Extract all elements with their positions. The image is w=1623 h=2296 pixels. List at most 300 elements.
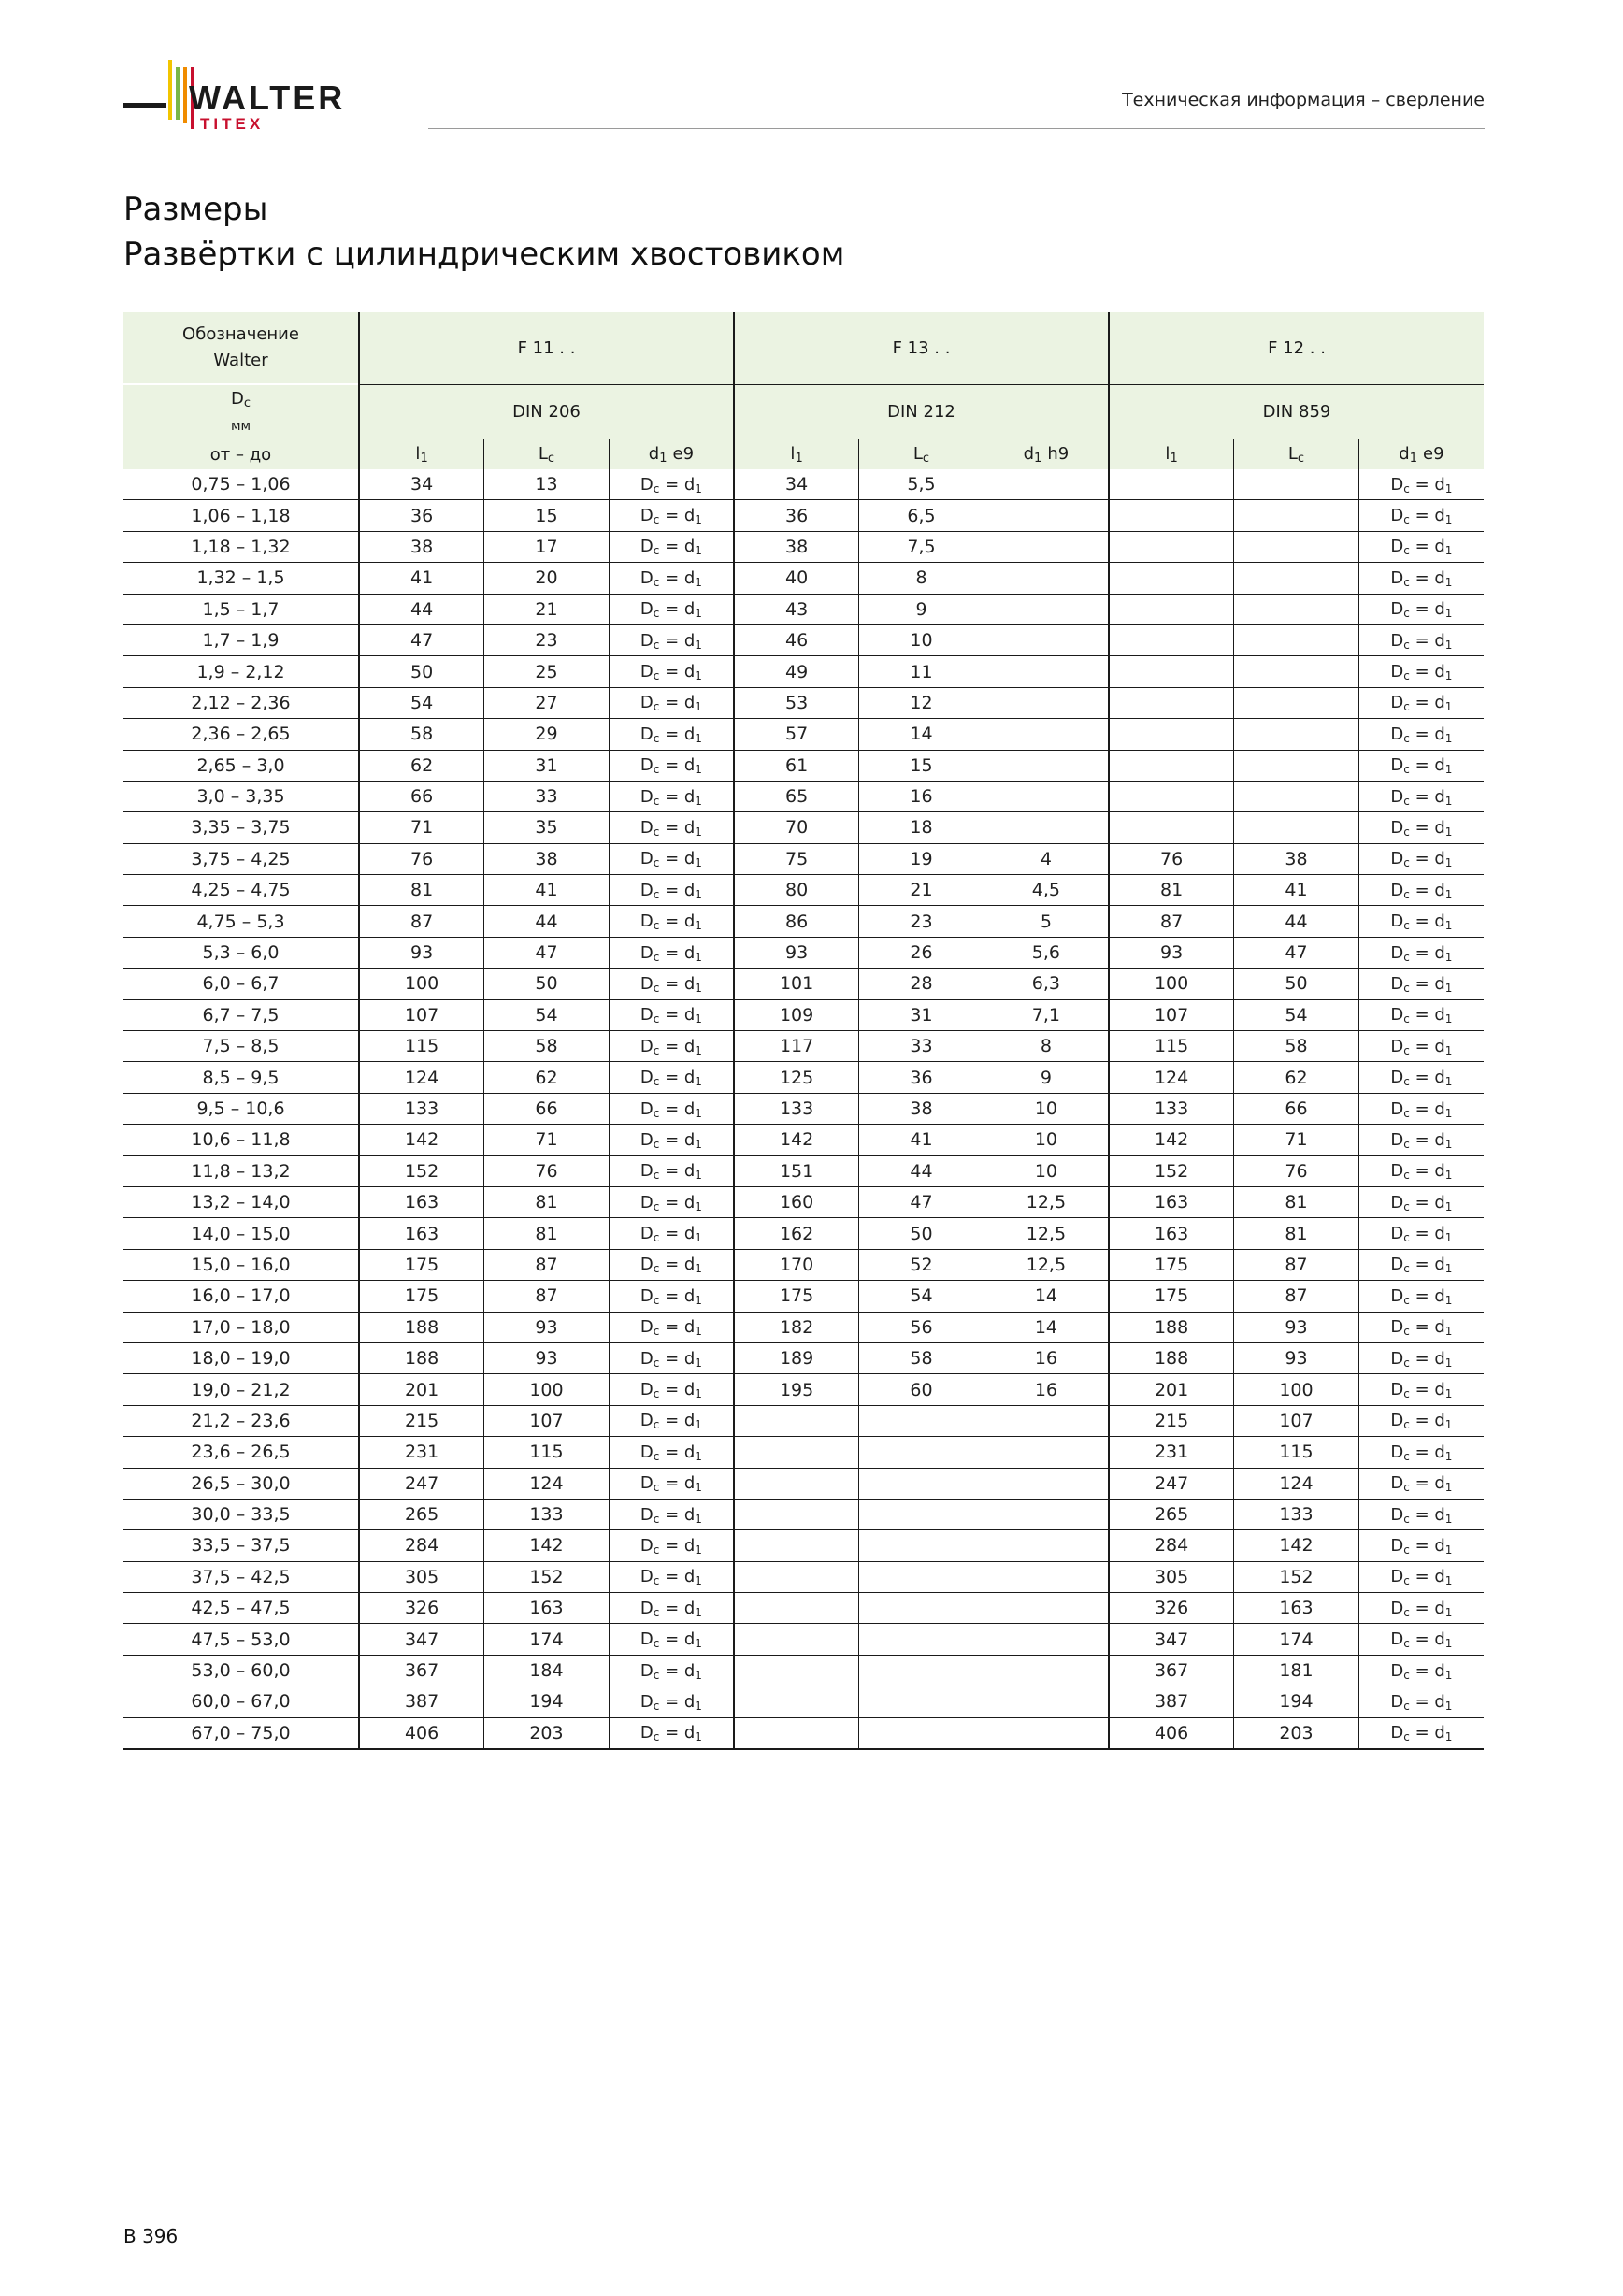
cell-value: 188 [1109,1312,1234,1342]
table-row [123,812,1484,843]
deq-part: 1 [1444,856,1453,870]
cell-tolerance-equal [609,687,734,718]
cell-diameter-range: 30,0 – 33,5 [123,1499,359,1529]
cell-value: 26 [859,937,984,968]
subheader-main: l [415,443,421,464]
subheader-1 [359,439,484,469]
deq-part: = d [659,911,696,932]
cell-diameter-range: 6,0 – 6,7 [123,969,359,999]
cell-diameter-range: 17,0 – 18,0 [123,1312,359,1342]
cell-tolerance-equal [609,500,734,531]
cell-value: 87 [484,1281,610,1312]
deq-part: 1 [1444,1012,1453,1026]
cell-tolerance-equal [1358,1655,1484,1686]
cell-value [984,1499,1109,1529]
deq-part: = d [659,1317,696,1338]
deq-part: = d [1409,880,1445,900]
cell-tolerance-equal [609,1281,734,1312]
cell-value: 247 [359,1468,484,1499]
deq-part: c [1403,1512,1410,1526]
cell-value: 87 [1234,1249,1359,1280]
deq-part: 1 [695,1012,702,1026]
deq-part: c [1403,1199,1410,1213]
cell-value: 62 [1234,1062,1359,1093]
deq-part: 1 [1444,887,1453,901]
cell-value: 107 [359,999,484,1030]
deq-part: D [1390,1380,1404,1400]
cell-value: 66 [359,781,484,811]
deq-part: = d [1409,1723,1445,1744]
cell-value: 70 [734,812,859,843]
cell-value: 28 [859,969,984,999]
cell-value [1109,624,1234,655]
cell-value: 133 [359,1093,484,1124]
cell-value [984,531,1109,562]
cell-tolerance-equal [1358,1530,1484,1561]
page-title-line1: Размеры [123,191,268,228]
cell-value: 50 [359,656,484,687]
cell-value: 4 [984,843,1109,874]
deq-part: D [1390,1285,1404,1306]
header-designation [123,312,359,384]
deq-part: D [1390,630,1404,651]
deq-part: D [1390,567,1404,588]
cell-value: 14 [859,719,984,750]
cell-diameter-range: 67,0 – 75,0 [123,1717,359,1749]
deq-part: = d [659,1036,696,1056]
deq-part: 1 [695,887,702,901]
cell-value: 53 [734,687,859,718]
page-title [123,187,844,277]
deq-part: c [1403,1106,1410,1120]
deq-part: 1 [695,1293,702,1307]
cell-value: 81 [359,875,484,906]
deq-part: 1 [1444,669,1453,683]
cell-value: 47 [859,1186,984,1217]
deq-part: 1 [695,1356,702,1370]
cell-tolerance-equal [1358,469,1484,500]
deq-part: D [639,1192,654,1213]
cell-value: 27 [484,687,610,718]
deq-part: = d [1409,599,1445,620]
deq-part: D [639,1598,654,1618]
cell-diameter-range: 1,06 – 1,18 [123,500,359,531]
deq-part: = d [1409,537,1445,557]
deq-part: c [653,731,660,745]
cell-value [734,1686,859,1717]
deq-part: c [1403,513,1410,527]
cell-tolerance-equal [1358,999,1484,1030]
cell-value: 14 [984,1312,1109,1342]
subheader-sub: c [922,451,930,466]
deq-part: D [1390,1660,1404,1681]
deq-part: D [639,474,654,495]
deq-part: D [1390,1442,1404,1462]
cell-tolerance-equal [1358,594,1484,624]
deq-part: c [653,794,660,808]
deq-part: = d [1409,755,1445,776]
cell-value: 33 [484,781,610,811]
cell-tolerance-equal [609,1593,734,1624]
deq-part: = d [659,1192,696,1213]
table-row [123,969,1484,999]
deq-part: 1 [695,1637,702,1651]
cell-value [1234,781,1359,811]
cell-value: 81 [484,1218,610,1249]
cell-value: 21 [859,875,984,906]
cell-diameter-range: 14,0 – 15,0 [123,1218,359,1249]
cell-value: 81 [1234,1218,1359,1249]
deq-part: D [639,1224,654,1244]
deq-part: 1 [695,950,702,964]
deq-part: D [639,1005,654,1026]
deq-part: D [639,1036,654,1056]
deq-part: = d [1409,1473,1445,1494]
cell-tolerance-equal [1358,1312,1484,1342]
deq-part: 1 [695,544,702,558]
deq-part: 1 [695,981,702,995]
dimensions-table [123,312,1484,1750]
deq-part: c [1403,481,1410,495]
cell-value: 46 [734,624,859,655]
deq-part: 1 [695,825,702,839]
subheader-main: d [1399,443,1410,464]
deq-part: D [1390,1098,1404,1119]
cell-tolerance-equal [609,1342,734,1373]
deq-part: 1 [695,1481,702,1495]
cell-tolerance-equal [1358,1125,1484,1155]
cell-value: 38 [859,1093,984,1124]
deq-part: 1 [1444,1418,1453,1432]
cell-value: 5 [984,906,1109,937]
cell-tolerance-equal [1358,624,1484,655]
deq-part: c [653,1293,660,1307]
cell-value: 124 [359,1062,484,1093]
deq-part: = d [659,849,696,869]
deq-part: D [1390,474,1404,495]
cell-value: 163 [1109,1186,1234,1217]
deq-part: c [1403,825,1410,839]
deq-part: D [639,537,654,557]
cell-value [734,1437,859,1468]
deq-part: = d [659,1504,696,1525]
cell-value: 35 [484,812,610,843]
cell-value: 175 [1109,1281,1234,1312]
cell-tolerance-equal [609,875,734,906]
cell-value: 100 [484,1374,610,1405]
deq-part: c [653,1449,660,1463]
cell-diameter-range: 23,6 – 26,5 [123,1437,359,1468]
deq-part: c [653,1231,660,1245]
deq-part: c [653,1387,660,1401]
deq-part: c [653,1043,660,1057]
cell-tolerance-equal [1358,1624,1484,1655]
deq-part: 1 [695,669,702,683]
deq-part: D [1390,506,1404,526]
deq-part: 1 [1444,638,1453,652]
cell-value: 87 [1234,1281,1359,1312]
unit-label: мм [230,418,251,434]
deq-part: = d [659,1723,696,1744]
deq-part: 1 [695,794,702,808]
deq-part: = d [659,817,696,838]
cell-tolerance-equal [609,531,734,562]
deq-part: 1 [1444,1387,1453,1401]
deq-part: = d [1409,786,1445,807]
subheader-sub: c [547,451,555,466]
cell-value [984,594,1109,624]
deq-part: D [639,662,654,682]
cell-value: 15 [859,750,984,781]
cell-tolerance-equal [609,594,734,624]
deq-part: D [639,1285,654,1306]
table-row [123,469,1484,500]
subheader-main: d [1023,443,1035,464]
cell-value: 10 [859,624,984,655]
cell-value [984,1593,1109,1624]
deq-part: D [1390,849,1404,869]
subheader-2 [484,439,610,469]
deq-part: = d [1409,1660,1445,1681]
table-row [123,1186,1484,1217]
deq-part: D [1390,1535,1404,1556]
deq-part: = d [659,1411,696,1431]
cell-value [1234,812,1359,843]
deq-part: c [1403,1574,1410,1588]
cell-tolerance-equal [609,1437,734,1468]
table-row [123,1249,1484,1280]
cell-value: 152 [1109,1155,1234,1186]
deq-part: c [653,887,660,901]
cell-value: 174 [484,1624,610,1655]
cell-diameter-range: 2,65 – 3,0 [123,750,359,781]
deq-part: = d [659,1005,696,1026]
deq-part: c [1403,1481,1410,1495]
deq-part: = d [659,1068,696,1088]
deq-part: = d [659,474,696,495]
cell-value: 133 [484,1499,610,1529]
table-row [123,1155,1484,1186]
cell-value [859,1624,984,1655]
subheader-tolerance: e9 [1423,443,1444,464]
deq-part: 1 [695,1512,702,1526]
cell-value: 62 [484,1062,610,1093]
deq-part: = d [1409,849,1445,869]
deq-part: = d [1409,1285,1445,1306]
deq-part: = d [659,1224,696,1244]
cell-value [1109,469,1234,500]
cell-diameter-range: 3,75 – 4,25 [123,843,359,874]
cell-value: 152 [484,1561,610,1592]
deq-part: 1 [695,919,702,933]
deq-part: c [653,481,660,495]
deq-part: 1 [695,1387,702,1401]
deq-part: 1 [1444,1543,1453,1557]
deq-part: c [1403,1075,1410,1089]
header-dc-unit [123,384,359,439]
logo-bar-yellow [168,60,172,120]
cell-tolerance-equal [1358,1499,1484,1529]
cell-value: 115 [484,1437,610,1468]
deq-part: = d [659,1691,696,1712]
cell-tolerance-equal [609,1312,734,1342]
deq-part: 1 [1444,1356,1453,1370]
cell-value: 175 [359,1249,484,1280]
cell-diameter-range: 3,35 – 3,75 [123,812,359,843]
cell-value: 41 [359,563,484,594]
deq-part: = d [659,1442,696,1462]
deq-part: = d [659,1098,696,1119]
cell-value: 188 [1109,1342,1234,1373]
subheader-main: L [912,443,923,464]
deq-part: D [639,1255,654,1275]
subheader-sub: 1 [795,451,803,466]
cell-value: 76 [484,1155,610,1186]
cell-value: 194 [1234,1686,1359,1717]
deq-part: c [1403,1043,1410,1057]
cell-value: 107 [1234,1405,1359,1436]
cell-value: 182 [734,1312,859,1342]
deq-part: 1 [695,1137,702,1151]
cell-value: 284 [359,1530,484,1561]
cell-value: 5,6 [984,937,1109,968]
deq-part: c [1403,1137,1410,1151]
cell-value: 163 [359,1186,484,1217]
deq-part: c [1403,1730,1410,1744]
deq-part: 1 [1444,1449,1453,1463]
subheader-9 [1358,439,1484,469]
cell-diameter-range: 6,7 – 7,5 [123,999,359,1030]
cell-value [859,1655,984,1686]
cell-value: 175 [1109,1249,1234,1280]
deq-part: c [653,638,660,652]
cell-value: 151 [734,1155,859,1186]
cell-value [1234,563,1359,594]
page-number: B 396 [123,2225,179,2247]
deq-part: = d [659,973,696,994]
deq-part: c [1403,1605,1410,1619]
deq-part: c [653,669,660,683]
cell-value [984,1686,1109,1717]
cell-value: 115 [359,1031,484,1062]
deq-part: 1 [695,1262,702,1276]
cell-value: 100 [1109,969,1234,999]
deq-part: 1 [1444,950,1453,964]
cell-diameter-range: 53,0 – 60,0 [123,1655,359,1686]
cell-value: 93 [1109,937,1234,968]
deq-part: c [653,1512,660,1526]
cell-value [1234,594,1359,624]
deq-part: c [1403,1418,1410,1432]
deq-part: D [1390,724,1404,744]
deq-part: = d [1409,630,1445,651]
deq-part: c [653,1169,660,1183]
cell-value: 29 [484,719,610,750]
cell-diameter-range: 1,7 – 1,9 [123,624,359,655]
table-row [123,1093,1484,1124]
cell-value: 66 [484,1093,610,1124]
deq-part: = d [1409,1255,1445,1275]
cell-value: 16 [859,781,984,811]
header-standard-din859: DIN 859 [1109,384,1484,439]
cell-value [1109,719,1234,750]
table-row [123,594,1484,624]
cell-tolerance-equal [609,1374,734,1405]
table-row [123,1561,1484,1592]
table-row [123,1686,1484,1717]
deq-part: 1 [1444,1262,1453,1276]
cell-value: 142 [1109,1125,1234,1155]
cell-value: 62 [359,750,484,781]
deq-part: D [639,755,654,776]
deq-part: 1 [1444,544,1453,558]
cell-value: 387 [359,1686,484,1717]
deq-part: c [1403,700,1410,714]
cell-value [859,1468,984,1499]
deq-part: 1 [1444,1699,1453,1713]
cell-tolerance-equal [1358,750,1484,781]
deq-part: = d [1409,1598,1445,1618]
table-row [123,906,1484,937]
section-header: Техническая информация – сверление [1122,90,1485,110]
deq-part: D [1390,1192,1404,1213]
deq-part: c [653,1543,660,1557]
cell-tolerance-equal [609,469,734,500]
cell-diameter-range: 7,5 – 8,5 [123,1031,359,1062]
cell-value: 44 [359,594,484,624]
cell-value: 41 [859,1125,984,1155]
cell-value: 203 [1234,1717,1359,1749]
deq-part: 1 [1444,731,1453,745]
cell-tolerance-equal [1358,1249,1484,1280]
cell-value: 326 [1109,1593,1234,1624]
cell-value: 54 [859,1281,984,1312]
deq-part: D [639,567,654,588]
deq-part: = d [1409,1380,1445,1400]
logo-dash [123,103,166,108]
cell-value [1234,500,1359,531]
deq-part: c [1403,1262,1410,1276]
deq-part: c [1403,1637,1410,1651]
table-row [123,1062,1484,1093]
cell-value [1234,687,1359,718]
table-row [123,1312,1484,1342]
cell-value: 265 [1109,1499,1234,1529]
deq-part: = d [1409,942,1445,963]
cell-tolerance-equal [1358,1437,1484,1468]
cell-tolerance-equal [1358,1218,1484,1249]
deq-part: D [639,1567,654,1587]
cell-value: 31 [484,750,610,781]
deq-part: c [1403,1012,1410,1026]
cell-value [1234,469,1359,500]
cell-tolerance-equal [609,1624,734,1655]
cell-value: 33 [859,1031,984,1062]
deq-part: 1 [1444,1043,1453,1057]
cell-tolerance-equal [609,1530,734,1561]
deq-part: 1 [695,1449,702,1463]
deq-part: c [653,1356,660,1370]
deq-part: 1 [1444,1668,1453,1682]
header-divider [428,128,1485,129]
deq-part: = d [1409,1224,1445,1244]
deq-part: 1 [695,513,702,527]
header-group-f11: F 11 . . [359,312,734,384]
deq-part: 1 [695,700,702,714]
cell-diameter-range: 19,0 – 21,2 [123,1374,359,1405]
cell-value: 195 [734,1374,859,1405]
deq-part: = d [659,506,696,526]
